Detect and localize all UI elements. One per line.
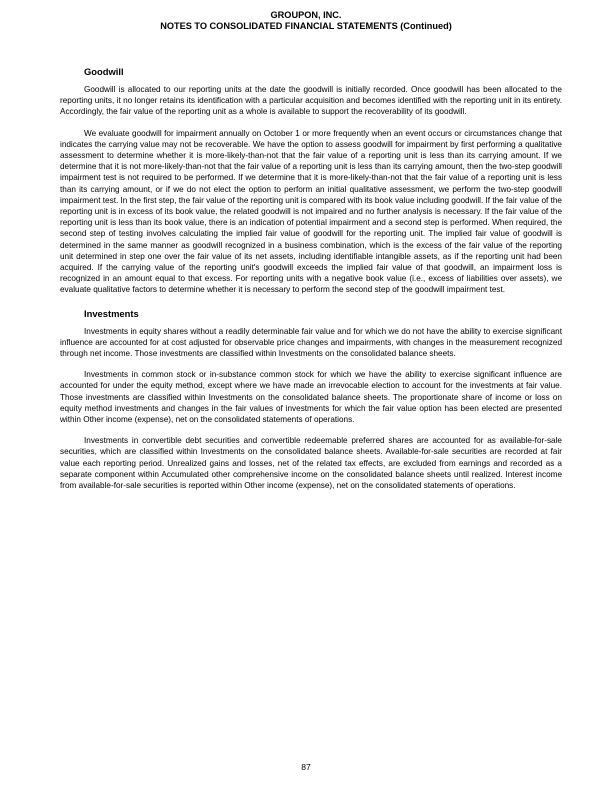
goodwill-paragraph-1: Goodwill is allocated to our reporting units at the date the goodwill is initially recorded. Once goodwill has been allocated to the reporting units, it no longer retains its identification with a particular acquisition and becomes identified with the reporting unit in its entirety. Accordingly, the fair value of the reporting unit as a whole is available to support the recoverability of its goodwill. <box>60 85 562 117</box>
page-number: 87 <box>301 762 311 772</box>
document-subtitle: NOTES TO CONSOLIDATED FINANCIAL STATEMENTS (Continued) <box>160 21 452 31</box>
company-name: GROUPON, INC. <box>270 10 342 20</box>
goodwill-heading: Goodwill <box>84 66 124 77</box>
investments-section <box>60 308 562 492</box>
investments-paragraph-1: Investments in equity shares without a readily determinable fair value and for which we do not have the ability to exercise significant influence are accounted for at cost adjusted for observable price changes and impairments, with changes in the measurement recognized through net income. Those investments are classified within Investments on the consolidated balance sheets. <box>60 326 562 359</box>
page-content <box>60 66 562 501</box>
investments-paragraph-3: Investments in convertible debt securities and convertible redeemable preferred shares are accounted for as available-for-sale securities, which are classified within Investments on the consolidated balance sheets. Available-for-sale securities are recorded at fair value each reporting period. Unrealized gains and losses, net of the related tax effects, are excluded from earnings and recorded as a separate component within Accumulated other comprehensive income on the consolidated balance sheets until realized. Interest income from available-for-sale securities is reported within Other income (expense), net on the consolidated statements of operations. <box>60 436 562 491</box>
investments-heading: Investments <box>84 307 139 319</box>
page-header <box>0 10 612 32</box>
goodwill-paragraph-2: We evaluate goodwill for impairment annually on October 1 or more frequently when an event occurs or circumstances change that indicates the carrying value may not be recoverable. We have the option to assess goodwill for impairment by first performing a qualitative assessment to determine whether it is more-likely-than-not that the fair value of a reporting unit is less than its carrying amount. If we determine that it is not more-likely-than-not that the fair value of a reporting unit is less than its carrying amount, then the two-step goodwill impairment test is not required to be performed. If we determine that it is more-likely-than-not that the fair value of a reporting unit is less than its carrying amount, or if we do not elect the option to perform an initial qualitative assessment, we perform the two-step goodwill impairment test. In the first step, the fair value of the reporting unit is compared with its book value including goodwill. If the fair value of the reporting unit is in excess of its book value, the related goodwill is not impaired and no further analysis is necessary. If the fair value of the reporting unit is less than its book value, there is an indication of potential impairment and a second step is performed. When required, the second step of testing involves calculating the implied fair value of goodwill for the reporting unit. The implied fair value of goodwill is determined in the same manner as goodwill recognized in a business combination, which is the excess of the fair value of the reporting unit determined in step one over the fair value of its net assets, including identifiable intangible assets, as if the reporting unit had been acquired. If the carrying value of the reporting unit's goodwill exceeds the implied fair value of that goodwill, an impairment loss is recognized in an amount equal to that excess. For reporting units with a negative book value (i.e., excess of liabilities over assets), we evaluate qualitative factors to determine whether it is necessary to perform the second step of the goodwill impairment test. <box>60 128 562 295</box>
investments-paragraph-2: Investments in common stock or in-substance common stock for which we have the ability to exercise significant influence are accounted for under the equity method, except where we have made an irrevocable election to account for the investments at fair value. Those investments are classified within Investments on the consolidated balance sheets. The proportionate share of income or loss on equity method investments and changes in the fair values of investments for which the fair value option has been elected are presented within Other income (expense), net on the consolidated statements of operations. <box>60 370 562 425</box>
goodwill-section <box>60 66 562 296</box>
